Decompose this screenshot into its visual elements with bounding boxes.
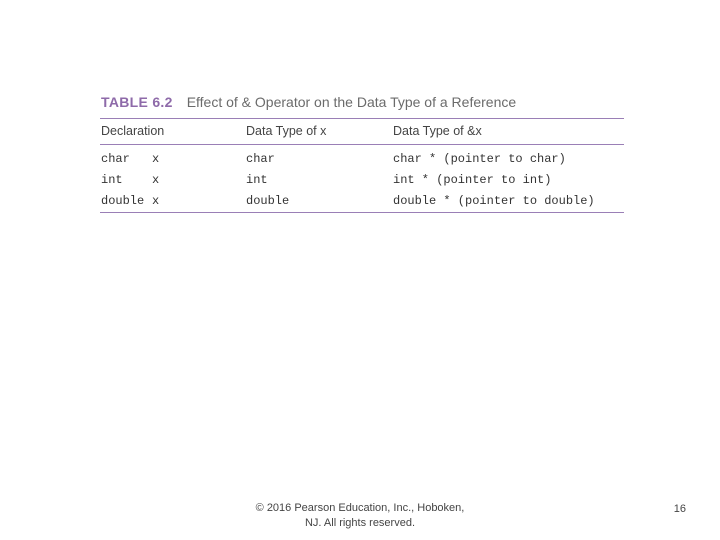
data-type-ref-cell: double * (pointer to double)	[393, 194, 595, 208]
data-type-x-cell: char	[246, 152, 275, 166]
data-type-x-cell: double	[246, 194, 290, 208]
column-header-data-type-ref: Data Type of &x	[393, 124, 482, 138]
page-number: 16	[673, 503, 686, 515]
column-header-declaration: Declaration	[101, 124, 165, 138]
data-type-ref-cell: int * (pointer to int)	[393, 173, 552, 187]
table-title	[101, 94, 516, 110]
declaration-variable: x	[152, 152, 160, 166]
data-type-x-cell: int	[246, 173, 268, 187]
copyright-line-2: NJ. All rights reserved.	[304, 517, 416, 529]
table-number: TABLE 6.2	[101, 94, 173, 110]
table-bottom-rule	[100, 212, 624, 213]
declaration-type: double	[101, 194, 145, 208]
declaration-type: char	[101, 152, 130, 166]
declaration-type: int	[101, 173, 123, 187]
table-header-rule	[100, 144, 624, 145]
table-caption: Effect of & Operator on the Data Type of a Reference	[186, 94, 517, 110]
column-header-data-type-x: Data Type of x	[246, 124, 327, 138]
data-type-ref-cell: char * (pointer to char)	[393, 152, 566, 166]
copyright-line-1: © 2016 Pearson Education, Inc., Hoboken,	[255, 502, 465, 514]
copyright-footer	[240, 501, 480, 531]
declaration-variable: x	[152, 173, 160, 187]
table-top-rule	[100, 118, 624, 119]
declaration-variable: x	[152, 194, 160, 208]
